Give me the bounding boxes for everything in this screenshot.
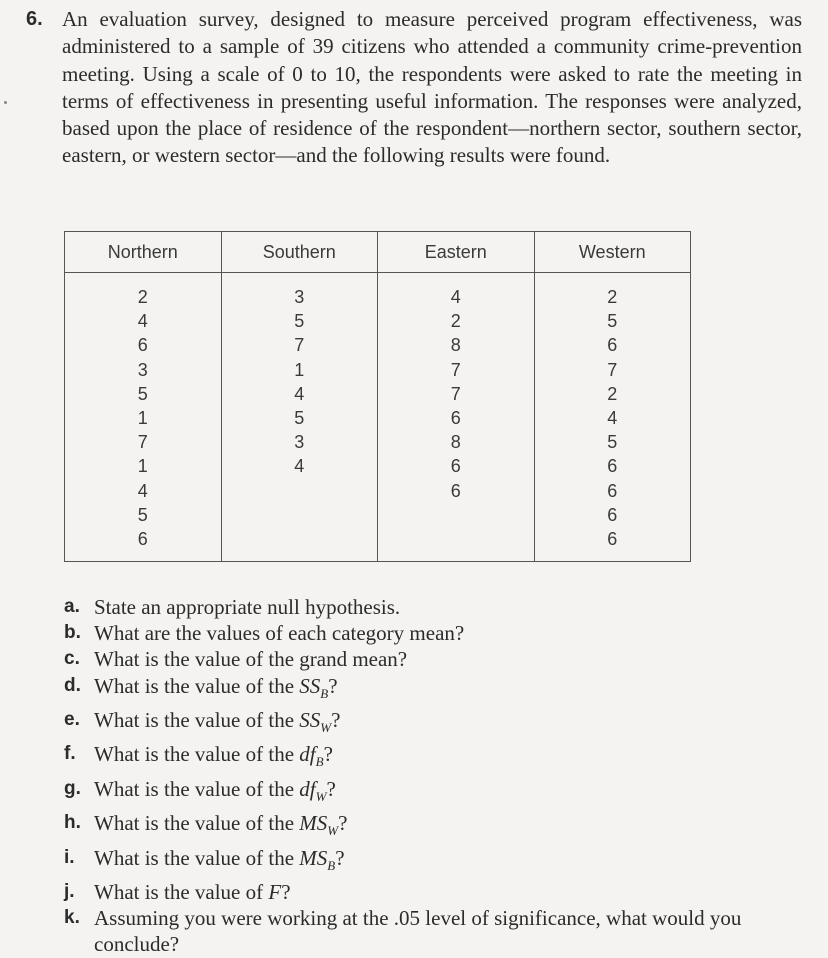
question-suffix: ? [331,708,341,732]
math-symbol: df [299,742,316,767]
table-cell: 7 [137,432,148,453]
table-cell: 4 [137,311,148,332]
math-symbol: MS [299,845,328,870]
table-cell: 4 [294,383,305,404]
question-letter: i. [64,846,75,868]
math-symbol: F [268,879,282,904]
question-text: What is the value of the [94,673,300,698]
math-subscript: W [315,788,327,804]
table-cell: 4 [607,407,618,428]
question-text: State an appropriate null hypothesis. [94,595,401,619]
table-cell: 2 [607,287,618,307]
column-western [534,273,691,562]
question-letter: b. [64,622,81,644]
math-symbol: MS [299,811,328,836]
header-southern: Southern [221,232,378,273]
math-subscript: B [327,857,336,873]
question-text: What is the value of the [94,708,300,732]
question-letter: a. [64,596,80,617]
table-cell: 6 [607,456,618,477]
question-list [64,594,784,958]
question-suffix: ? [323,742,333,767]
question-letter: f. [64,743,76,765]
column-southern [221,273,378,562]
table-cell: 5 [607,311,618,332]
table-cell: 1 [137,456,148,477]
question-suffix: ? [338,811,348,836]
table-header-row [65,232,691,273]
question-item [64,594,784,620]
question-letter: d. [64,674,81,696]
table-cell: 4 [137,480,148,501]
table-cell: 7 [607,359,618,380]
header-northern: Northern [65,232,222,273]
table-cell: 5 [294,311,305,332]
question-text: What is the value of the grand mean? [94,647,408,672]
table-cell: 6 [607,504,618,525]
math-subscript: W [327,823,339,839]
table-cell: 7 [450,383,461,404]
question-suffix: ? [281,879,291,904]
question-letter: g. [64,777,81,799]
problem-6 [26,6,816,170]
question-item [64,646,784,672]
question-item [64,741,784,775]
math-subscript: B [320,685,329,701]
table-cell: 8 [450,335,461,356]
question-text: What is the value of the [94,742,300,767]
question-text: What are the values of each category mean? [94,621,465,646]
math-symbol: df [299,776,316,801]
table-cell: 5 [294,407,305,428]
question-letter: c. [64,648,80,670]
header-eastern: Eastern [378,232,535,273]
question-item [64,845,784,879]
margin-mark [4,101,7,104]
table-cell: 5 [137,504,148,525]
table-cell: 5 [607,432,618,453]
table-cell: 8 [450,432,461,453]
question-item [64,673,784,707]
problem-number: 6. [26,8,43,30]
question-letter: h. [64,812,81,834]
table-cell: 7 [450,359,461,380]
math-symbol: SS [299,708,321,732]
question-suffix: ? [335,845,345,870]
question-letter: k. [64,907,80,929]
question-item [64,620,784,646]
math-symbol: SS [299,673,321,698]
table-cell: 6 [450,456,461,477]
header-western: Western [534,232,691,273]
table-cell: 2 [607,383,618,404]
table-cell: 3 [294,287,305,307]
table-cell: 6 [607,335,618,356]
question-item [64,905,784,957]
question-suffix: ? [326,776,336,801]
problem-statement: An evaluation survey, designed to measure perceived program effectiveness, was administered to a sample of 39 citizens who attended a community crime-prevention meeting. Using a scale of 0 to 10, the respondents were asked to rate the meeting in terms of effectiveness in presenting useful information. The responses were analyzed, based upon the place of residence of the respondent—northern sector, southern sector, eastern, or western sector—and the following results were found. [62,7,802,168]
table-cell: 6 [137,335,148,356]
table-cell: 1 [294,359,305,380]
question-text: What is the value of the [94,811,300,836]
table-cell: 1 [137,407,148,428]
table-body-row [65,273,691,562]
table-cell: 3 [294,432,305,453]
table-cell: 5 [137,383,148,404]
question-item [64,776,784,810]
table-cell: 4 [294,456,305,477]
question-letter: e. [64,709,80,730]
question-text: What is the value of the [94,776,300,801]
math-subscript: B [315,754,324,770]
column-eastern [378,273,535,562]
question-text: What is the value of the [94,845,300,870]
question-item [64,810,784,844]
question-suffix: ? [328,673,338,698]
table-cell: 6 [450,480,461,501]
question-letter: j. [64,880,75,902]
table-cell: 6 [450,407,461,428]
question-item [64,879,784,905]
table-cell: 2 [450,311,461,332]
ratings-table [64,231,691,562]
question-item [64,707,784,741]
table-cell: 2 [137,287,148,307]
table-cell: 4 [450,287,461,307]
table-cell: 6 [137,528,148,549]
table-cell: 6 [607,480,618,501]
math-subscript: W [320,720,332,736]
table-cell: 6 [607,528,618,549]
question-text: What is the value of [94,879,269,904]
column-northern [65,273,222,562]
table-cell: 7 [294,335,305,356]
table-cell: 3 [137,359,148,380]
question-text: Assuming you were working at the .05 level of significance, what would you conclude? [94,906,742,957]
